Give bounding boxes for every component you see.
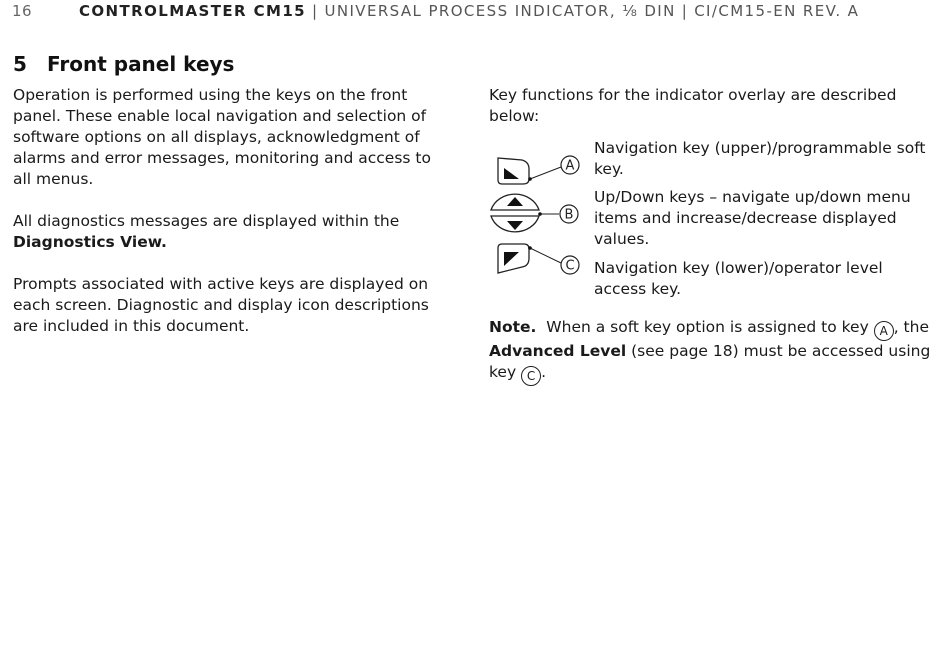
left-column	[13, 85, 453, 358]
callout-a: A	[565, 158, 575, 174]
note-paragraph	[489, 317, 939, 386]
header-brand: CONTROLMASTER CM15	[79, 2, 307, 20]
section-number: 5	[13, 52, 27, 76]
note-label: Note.	[489, 318, 537, 336]
header-product: UNIVERSAL PROCESS INDICATOR, ⅛ DIN	[324, 2, 676, 20]
diagnostics-text: All diagnostics messages are displayed within the	[13, 212, 400, 230]
header-separator: |	[312, 2, 319, 20]
section-title: Front panel keys	[47, 52, 235, 76]
intro-paragraph: Operation is performed using the keys on the front panel. These enable local navigation and selection of software options on all displays, acknowledgment of alarms and error messages, monitoring and access to all menus.	[13, 86, 431, 188]
advanced-level-term: Advanced Level	[489, 342, 627, 360]
key-b-description: Up/Down keys – navigate up/down menu items and increase/decrease displayed values.	[594, 188, 911, 248]
section-heading	[13, 52, 234, 76]
note-text-2: , the	[893, 318, 929, 336]
header-separator: |	[681, 2, 689, 20]
callout-b: B	[564, 207, 574, 223]
key-a-symbol: A	[874, 321, 894, 341]
note-text-3: (see page 18) must be accessed using key	[489, 342, 931, 381]
prompts-paragraph: Prompts associated with active keys are displayed on each screen. Diagnostic and display icon descriptions are included in this document.	[13, 275, 429, 335]
note-text-1: When a soft key option is assigned to key	[546, 318, 869, 336]
up-down-keys-icon	[491, 194, 539, 232]
key-functions-intro: Key functions for the indicator overlay are described below:	[489, 86, 897, 125]
navigation-key-lower-icon	[498, 244, 529, 273]
right-column	[489, 85, 939, 127]
page-number: 16	[12, 2, 33, 20]
key-a-description: Navigation key (upper)/programmable soft key.	[594, 139, 926, 178]
navigation-key-upper-icon	[498, 158, 529, 184]
header-doc-ref: CI/CM15-EN REV. A	[694, 2, 860, 20]
diagnostics-view-term: Diagnostics View.	[13, 233, 167, 251]
key-c-description: Navigation key (lower)/operator level access key.	[594, 259, 883, 298]
front-panel-keys-diagram	[489, 148, 589, 278]
note-text-4: .	[541, 363, 547, 381]
callout-c: C	[565, 258, 575, 274]
key-c-symbol: C	[521, 366, 541, 386]
running-header	[12, 2, 942, 20]
diagnostics-paragraph	[13, 211, 453, 253]
